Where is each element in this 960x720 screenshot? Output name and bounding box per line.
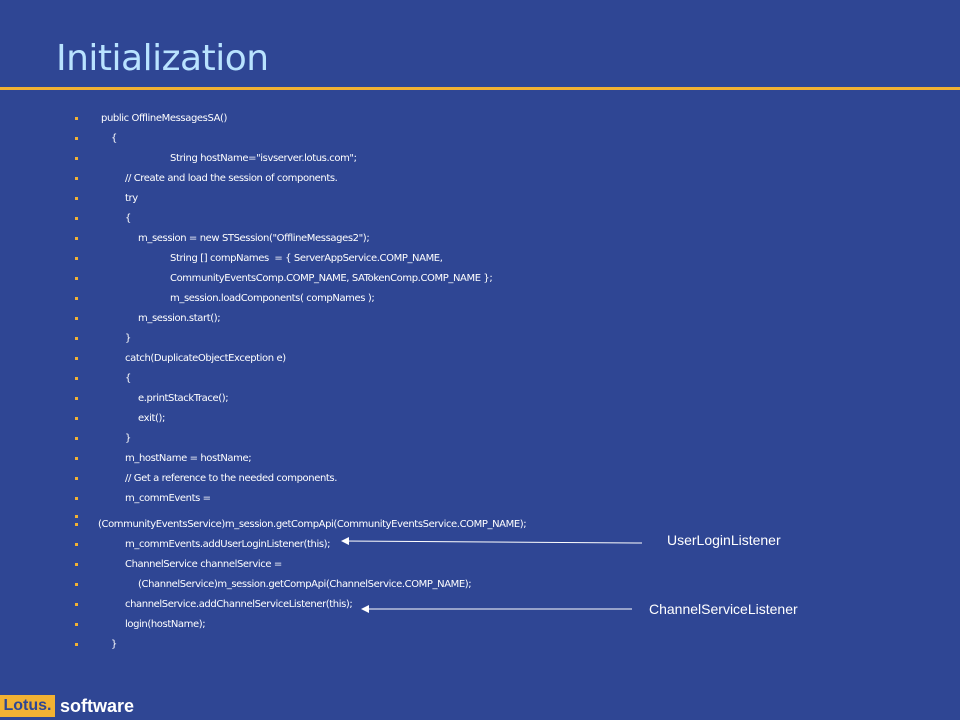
code-text: (CommunityEventsService)m_session.getCompApi(CommunityEventsService.COMP_NAME);: [98, 519, 527, 530]
code-text: m_commEvents =: [125, 493, 211, 504]
code-text: // Create and load the session of components.: [125, 173, 338, 184]
code-text: ChannelService channelService =: [125, 559, 282, 570]
code-text: catch(DuplicateObjectException e): [125, 353, 286, 364]
code-text: m_session.start();: [138, 313, 221, 324]
slide-title: Initialization: [56, 38, 269, 79]
code-text: m_session.loadComponents( compNames );: [170, 293, 375, 304]
callout-user-login-listener: UserLoginListener: [667, 532, 781, 548]
code-text: channelService.addChannelServiceListener(this);: [125, 599, 353, 610]
code-text: {: [125, 373, 131, 384]
code-text: String [] compNames = { ServerAppService.COMP_NAME,: [170, 253, 443, 264]
code-text: {: [125, 213, 131, 224]
code-text: }: [125, 433, 131, 444]
code-text: }: [125, 333, 131, 344]
code-text: CommunityEventsComp.COMP_NAME, SATokenComp.COMP_NAME };: [170, 273, 493, 284]
code-text: login(hostName);: [125, 619, 206, 630]
arrow-user-login: [342, 541, 642, 543]
code-text: exit();: [138, 413, 165, 424]
code-text: m_commEvents.addUserLoginListener(this);: [125, 539, 331, 550]
code-text: m_session = new STSession("OfflineMessages2");: [138, 233, 370, 244]
code-text: String hostName="isvserver.lotus.com";: [170, 153, 357, 164]
code-text: // Get a reference to the needed components.: [125, 473, 337, 484]
code-text: }: [111, 639, 117, 650]
code-text: m_hostName = hostName;: [125, 453, 252, 464]
lotus-logo: Lotus.: [0, 695, 55, 717]
code-text: (ChannelService)m_session.getCompApi(ChannelService.COMP_NAME);: [138, 579, 472, 590]
code-text: public OfflineMessagesSA(): [101, 113, 228, 124]
code-text: e.printStackTrace();: [138, 393, 229, 404]
callout-channel-service-listener: ChannelServiceListener: [649, 601, 798, 617]
code-text: try: [125, 193, 138, 204]
software-wordmark: software: [60, 696, 135, 716]
code-text: {: [111, 133, 117, 144]
